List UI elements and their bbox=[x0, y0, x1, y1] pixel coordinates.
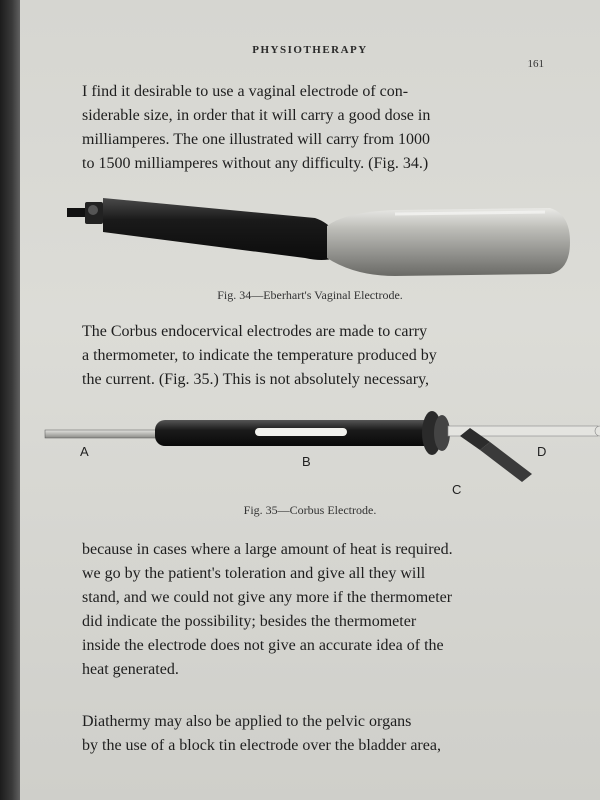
text-line: siderable size, in order that it will carry a good dose in bbox=[82, 107, 431, 124]
page-number: 161 bbox=[527, 58, 544, 70]
text-line: inside the electrode does not give an accurate idea of the bbox=[82, 637, 444, 654]
text-line: milliamperes. The one illustrated will carry from 1000 bbox=[82, 131, 431, 148]
text-line: Diathermy may also be applied to the pelvic organs bbox=[82, 713, 412, 730]
text-line: did indicate the possibility; besides the thermometer bbox=[82, 613, 417, 630]
paragraph-diathermy bbox=[82, 710, 542, 758]
paragraph-heat-toleration bbox=[82, 538, 542, 682]
text-line: heat generated. bbox=[82, 661, 179, 678]
text-line: we go by the patient's toleration and give all they will bbox=[82, 565, 426, 582]
figure-34-caption: Fig. 34—Eberhart's Vaginal Electrode. bbox=[217, 288, 403, 302]
book-spine bbox=[0, 0, 22, 800]
figure-label-c: C bbox=[452, 482, 462, 497]
book-page bbox=[20, 0, 600, 800]
text-line: I find it desirable to use a vaginal electrode of con- bbox=[82, 83, 409, 100]
text-line: The Corbus endocervical electrodes are made to carry bbox=[82, 323, 428, 340]
text-line: stand, and we could not give any more if the thermometer bbox=[82, 589, 453, 606]
figure-34-electrode-illustration bbox=[65, 192, 590, 287]
text-line: the current. (Fig. 35.) This is not absolutely necessary, bbox=[82, 371, 430, 388]
paragraph-vaginal-electrode bbox=[82, 80, 542, 176]
text-line: a thermometer, to indicate the temperature produced by bbox=[82, 347, 437, 364]
figure-label-a: A bbox=[80, 444, 89, 459]
text-line: because in cases where a large amount of heat is required. bbox=[82, 541, 453, 558]
running-head: PHYSIOTHERAPY bbox=[252, 44, 368, 56]
text-line: to 1500 milliamperes without any difficulty. (Fig. 34.) bbox=[82, 155, 429, 172]
figure-35-electrode-illustration bbox=[40, 400, 600, 500]
paragraph-corbus-electrodes bbox=[82, 320, 542, 392]
figure-label-d: D bbox=[537, 444, 547, 459]
text-line: by the use of a block tin electrode over the bladder area, bbox=[82, 737, 441, 754]
figure-label-b: B bbox=[302, 454, 311, 469]
figure-35-caption: Fig. 35—Corbus Electrode. bbox=[243, 503, 377, 517]
